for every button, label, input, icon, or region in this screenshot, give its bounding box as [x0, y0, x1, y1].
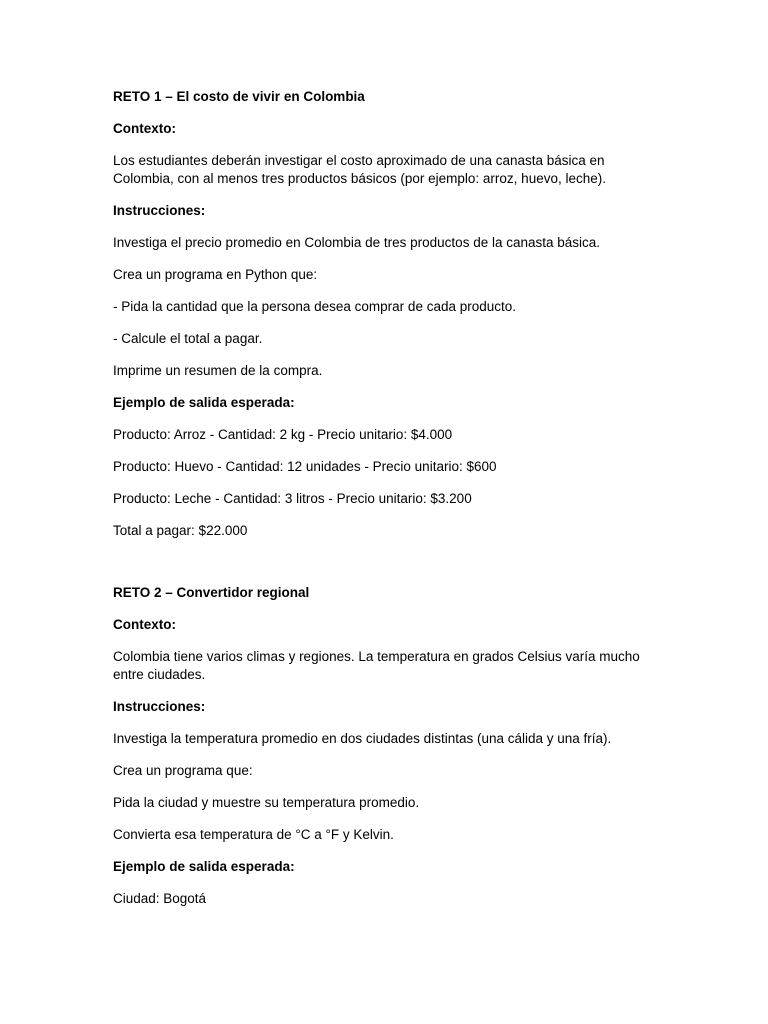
reto-2-instruction: Pida la ciudad y muestre su temperatura promedio.: [113, 795, 420, 810]
reto-1-example-label: Ejemplo de salida esperada:: [113, 395, 295, 410]
reto-1-instruction: Investiga el precio promedio en Colombia de tres productos de la canasta básica.: [113, 235, 601, 250]
reto-1-example-line: Producto: Leche - Cantidad: 3 litros - Precio unitario: $3.200: [113, 491, 472, 506]
reto-1-example-line: Producto: Huevo - Cantidad: 12 unidades - Precio unitario: $600: [113, 459, 497, 474]
reto-2-instruction: Investiga la temperatura promedio en dos ciudades distintas (una cálida y una fría).: [113, 731, 612, 746]
reto-1-instruction: Imprime un resumen de la compra.: [113, 363, 323, 378]
reto-2-context-label: Contexto:: [113, 617, 176, 632]
reto-1-instructions-label: Instrucciones:: [113, 203, 206, 218]
reto-2-example-label: Ejemplo de salida esperada:: [113, 859, 295, 874]
reto-2-title: RETO 2 – Convertidor regional: [113, 585, 310, 600]
reto-1-instruction: - Pida la cantidad que la persona desea comprar de cada producto.: [113, 299, 517, 314]
reto-1-context-label: Contexto:: [113, 121, 176, 136]
reto-1-section: [113, 88, 658, 540]
reto-2-section: [113, 584, 658, 908]
section-spacer: [113, 554, 658, 584]
reto-1-instruction: - Calcule el total a pagar.: [113, 331, 263, 346]
reto-1-context-text: Los estudiantes deberán investigar el costo aproximado de una canasta básica en Colombia, con al menos tres productos básicos (por ejemplo: arroz, huevo, leche).: [113, 153, 606, 186]
reto-1-instruction: Crea un programa en Python que:: [113, 267, 318, 282]
reto-2-instruction: Crea un programa que:: [113, 763, 253, 778]
reto-1-example-line: Producto: Arroz - Cantidad: 2 kg - Precio unitario: $4.000: [113, 427, 453, 442]
document-page: [113, 88, 658, 922]
reto-2-instructions-label: Instrucciones:: [113, 699, 206, 714]
reto-1-example-total: Total a pagar: $22.000: [113, 523, 248, 538]
reto-2-instruction: Convierta esa temperatura de °C a °F y Kelvin.: [113, 827, 394, 842]
reto-2-context-text: Colombia tiene varios climas y regiones. La temperatura en grados Celsius varía mucho entre ciudades.: [113, 649, 640, 682]
reto-2-example-line: Ciudad: Bogotá: [113, 891, 207, 906]
reto-1-title: RETO 1 – El costo de vivir en Colombia: [113, 89, 365, 104]
